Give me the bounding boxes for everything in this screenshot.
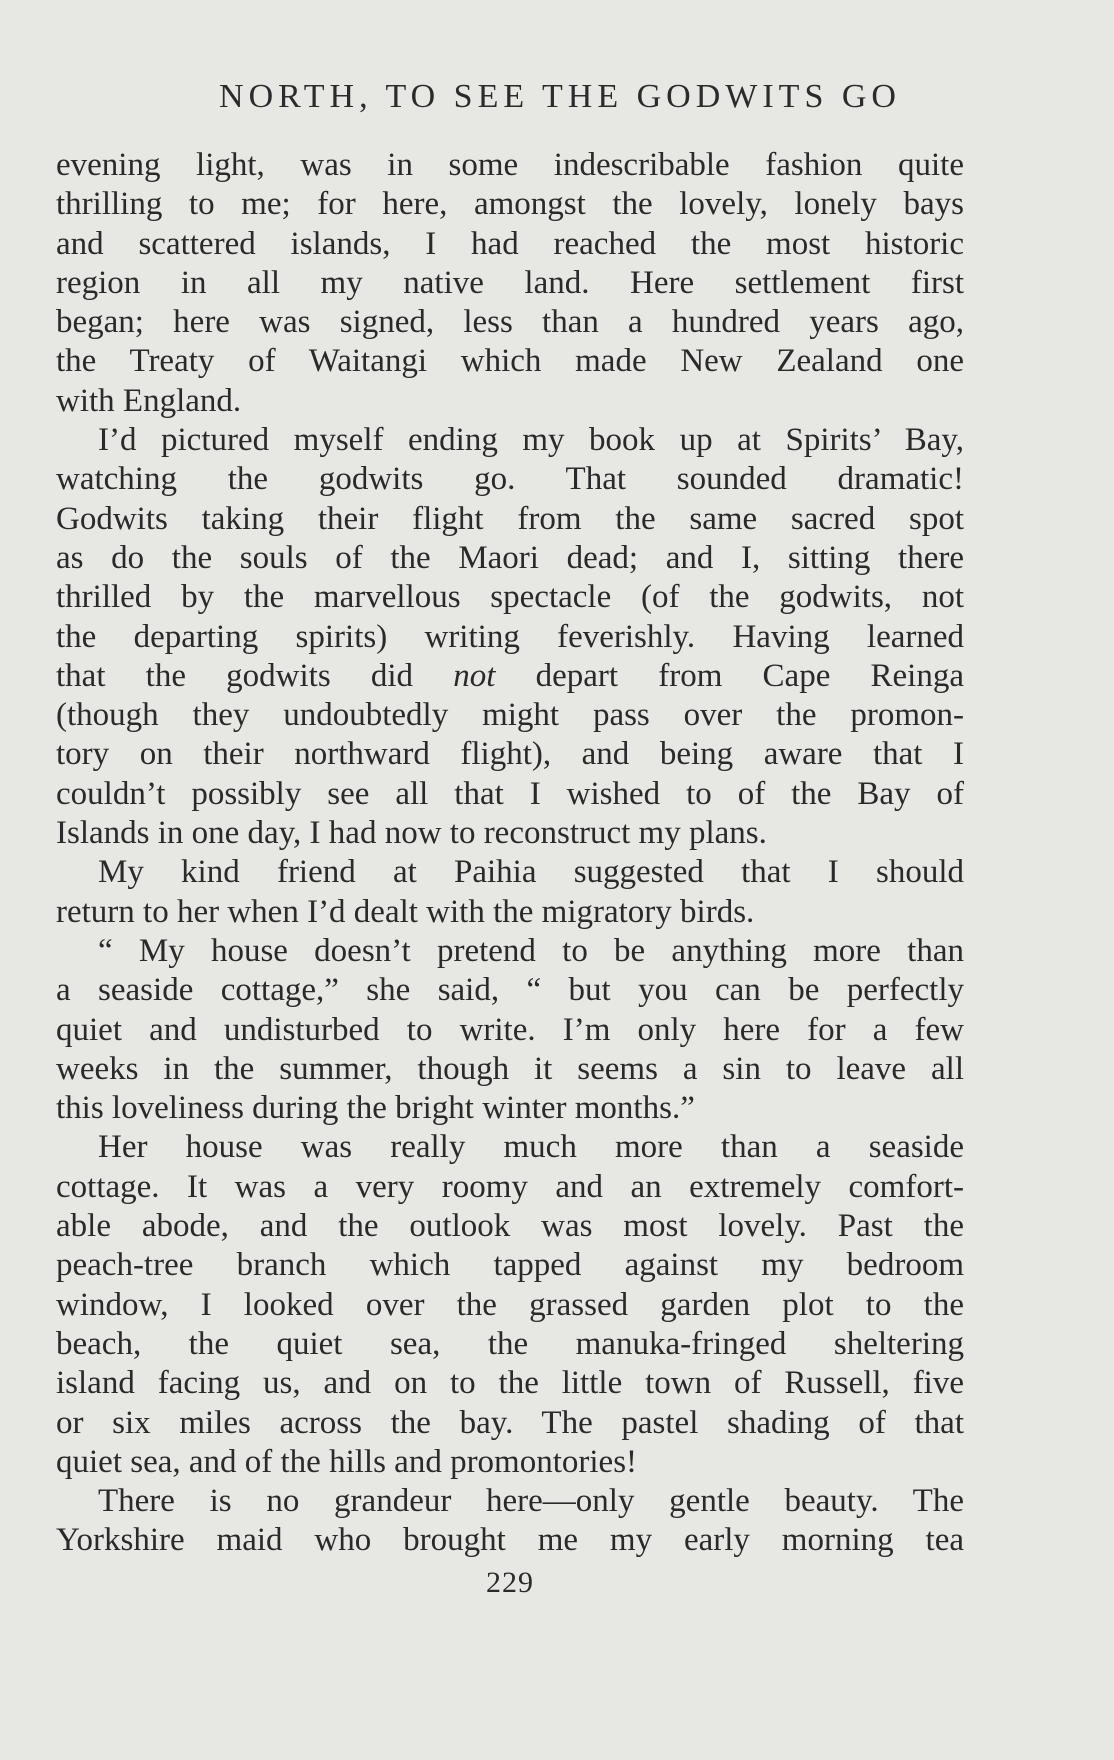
text-line: (though they undoubtedly might pass over the promon- bbox=[56, 697, 964, 734]
text-line: or six miles across the bay. The pastel shading of that bbox=[56, 1404, 964, 1441]
text-line: evening light, was in some indescribable fashion quite bbox=[56, 147, 964, 183]
text-line: “ My house doesn’t pretend to be anything more than bbox=[98, 932, 964, 969]
text-line: able abode, and the outlook was most lovely. Past the bbox=[56, 1208, 964, 1245]
text-line: Islands in one day, I had now to reconstruct my plans. bbox=[56, 815, 767, 852]
text-line: couldn’t possibly see all that I wished to of the Bay of bbox=[56, 775, 964, 812]
text-line: Godwits taking their flight from the same sacred spot bbox=[56, 500, 964, 537]
text-line: the Treaty of Waitangi which made New Zealand one bbox=[56, 343, 964, 380]
text-line: cottage. It was a very roomy and an extremely comfort- bbox=[56, 1168, 964, 1205]
text-line: thrilling to me; for here, amongst the lovely, lonely bays bbox=[56, 186, 964, 223]
text-line: return to her when I’d dealt with the migratory birds. bbox=[56, 893, 755, 930]
running-head: NORTH, TO SEE THE GODWITS GO bbox=[219, 78, 901, 115]
text-line: Her house was really much more than a seaside bbox=[98, 1129, 964, 1166]
text-line: I’d pictured myself ending my book up at Spirits’ Bay, bbox=[98, 422, 964, 459]
text-line: quiet sea, and of the hills and promontories! bbox=[56, 1443, 638, 1480]
text-line: My kind friend at Paihia suggested that I should bbox=[98, 854, 964, 891]
text-line: and scattered islands, I had reached the most historic bbox=[56, 225, 964, 262]
text-line: the departing spirits) writing feverishly. Having learned bbox=[56, 618, 964, 655]
text-run: depart from Cape Reinga bbox=[535, 657, 964, 694]
text-line: peach-tree branch which tapped against my bedroom bbox=[56, 1247, 964, 1284]
text-line: island facing us, and on to the little town of Russell, five bbox=[56, 1365, 964, 1402]
text-run: that the godwits did bbox=[56, 657, 414, 694]
text-line: a seaside cottage,” she said, “ but you can be perfectly bbox=[56, 972, 964, 1009]
page-number: 229 bbox=[486, 1566, 534, 1599]
text-line: quiet and undisturbed to write. I’m only here for a few bbox=[56, 1011, 964, 1048]
text-line: tory on their northward flight), and being aware that I bbox=[56, 736, 964, 773]
text-line: began; here was signed, less than a hundred years ago, bbox=[56, 304, 964, 341]
body-text bbox=[56, 146, 964, 1561]
text-line: thrilled by the marvellous spectacle (of the godwits, not bbox=[56, 579, 964, 616]
text-line: weeks in the summer, though it seems a sin to leave all bbox=[56, 1050, 964, 1087]
text-line: window, I looked over the grassed garden plot to the bbox=[56, 1286, 964, 1323]
text-line: watching the godwits go. That sounded dramatic! bbox=[56, 461, 964, 498]
text-line: beach, the quiet sea, the manuka-fringed sheltering bbox=[56, 1325, 964, 1362]
italic-emphasis: not bbox=[453, 657, 496, 694]
text-line: There is no grandeur here—only gentle beauty. The bbox=[98, 1483, 964, 1520]
text-line: region in all my native land. Here settlement first bbox=[56, 264, 964, 301]
text-line: this loveliness during the bright winter months.” bbox=[56, 1090, 695, 1127]
text-line: with England. bbox=[56, 382, 242, 419]
text-line bbox=[56, 657, 964, 696]
text-line: as do the souls of the Maori dead; and I, sitting there bbox=[56, 539, 964, 576]
text-line: Yorkshire maid who brought me my early morning tea bbox=[56, 1522, 964, 1559]
